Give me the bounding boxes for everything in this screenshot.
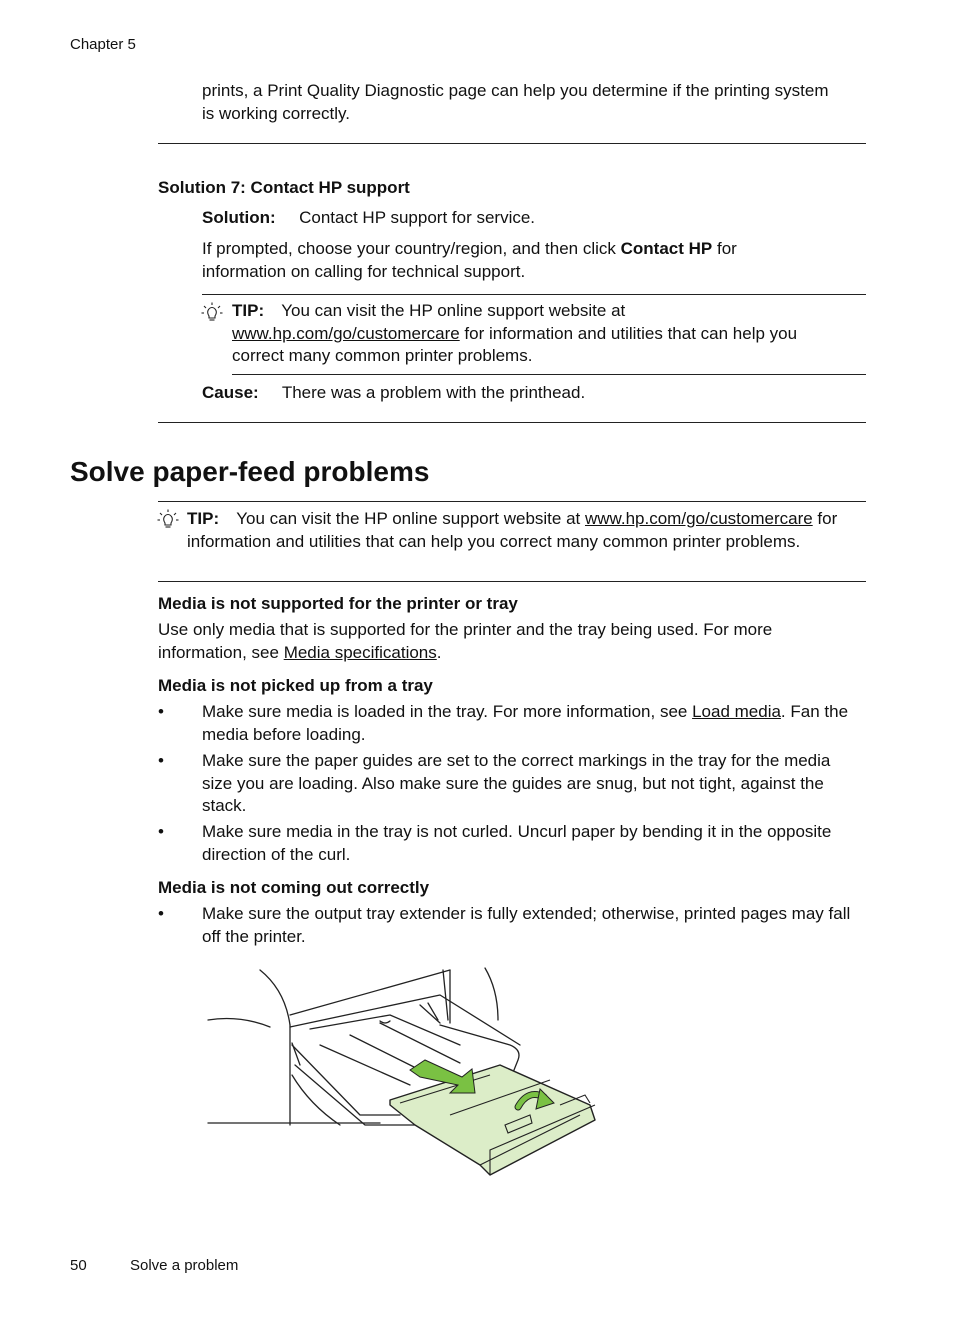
divider xyxy=(158,422,866,423)
tip-text-end: for information and utilities that can help you correct many common printer problems. xyxy=(232,323,798,365)
intro-paragraph: prints, a Print Quality Diagnostic page can help you determine if the printing system is working correctly. xyxy=(202,81,829,123)
list-item-text: Make sure the output tray extender is fully extended; otherwise, printed pages may fall off the printer. xyxy=(202,904,851,946)
tip-label: TIP: xyxy=(187,509,220,528)
tip-bottom-rule xyxy=(232,374,866,375)
tip-top-rule xyxy=(202,294,866,295)
media-not-supported-paragraph xyxy=(158,619,838,664)
divider xyxy=(158,143,866,144)
cause-text: There was a problem with the printhead. xyxy=(281,383,586,402)
media-not-supported-heading: Media is not supported for the printer or tray xyxy=(158,594,518,613)
prompt-paragraph xyxy=(202,238,822,283)
footer-section-title: Solve a problem xyxy=(130,1257,239,1274)
bullet: • xyxy=(158,904,164,923)
cause-label: Cause: xyxy=(202,383,259,402)
load-media-link[interactable]: Load media xyxy=(692,702,781,721)
paragraph-text-end: . xyxy=(436,642,442,662)
chapter-header: Chapter 5 xyxy=(70,36,136,53)
support-link[interactable]: www.hp.com/go/customercare xyxy=(584,509,813,528)
section-title: Solve paper-feed problems xyxy=(70,456,430,487)
media-not-picked-heading: Media is not picked up from a tray xyxy=(158,676,433,695)
section-tip-paragraph xyxy=(187,508,865,553)
list-item-text: Make sure media is loaded in the tray. For more information, see xyxy=(202,702,693,721)
media-specifications-link[interactable]: Media specifications xyxy=(283,642,437,662)
prompt-text: If prompted, choose your country/region, and then click xyxy=(202,239,621,258)
solution-heading: Solution 7: Contact HP support xyxy=(158,178,410,197)
tip-text-end: for information and utilities that can help you correct many common printer problems. xyxy=(187,509,838,551)
tip-label: TIP: xyxy=(232,301,265,320)
page-number: 50 xyxy=(70,1257,87,1274)
bullet: • xyxy=(158,822,164,841)
printer-output-tray-illustration xyxy=(200,965,600,1187)
bullet: • xyxy=(158,702,164,721)
solution-label: Solution: xyxy=(202,208,276,227)
tip-icon xyxy=(201,302,223,324)
tip-text: You can visit the HP online support website at xyxy=(281,301,626,320)
bullet: • xyxy=(158,751,164,770)
tip-bottom-rule xyxy=(158,581,866,582)
tip-top-rule xyxy=(158,501,866,502)
prompt-text-end: for information on calling for technical support. xyxy=(202,239,737,281)
tip-text: You can visit the HP online support website at xyxy=(236,509,585,528)
list-item-text: Make sure the paper guides are set to the correct markings in the tray for the media size you are loading. Also make sure the guides are snug, but not tight, against the stack. xyxy=(202,751,831,815)
support-link[interactable]: www.hp.com/go/customercare xyxy=(232,323,460,343)
solution-text: Contact HP support for service. xyxy=(299,208,536,227)
list-item-text: Make sure media in the tray is not curled. Uncurl paper by bending it in the opposite direction of the curl. xyxy=(202,822,832,864)
paragraph-text: Use only media that is supported for the printer and the tray being used. For more information, see xyxy=(158,620,773,662)
media-not-out-heading: Media is not coming out correctly xyxy=(158,878,430,897)
contact-hp-label: Contact HP xyxy=(620,239,713,258)
list-item-text-end: . Fan the media before loading. xyxy=(202,702,849,744)
tip-paragraph xyxy=(232,300,832,368)
tip-icon xyxy=(157,509,179,531)
cause-line xyxy=(202,382,862,405)
solution-line xyxy=(202,207,862,230)
